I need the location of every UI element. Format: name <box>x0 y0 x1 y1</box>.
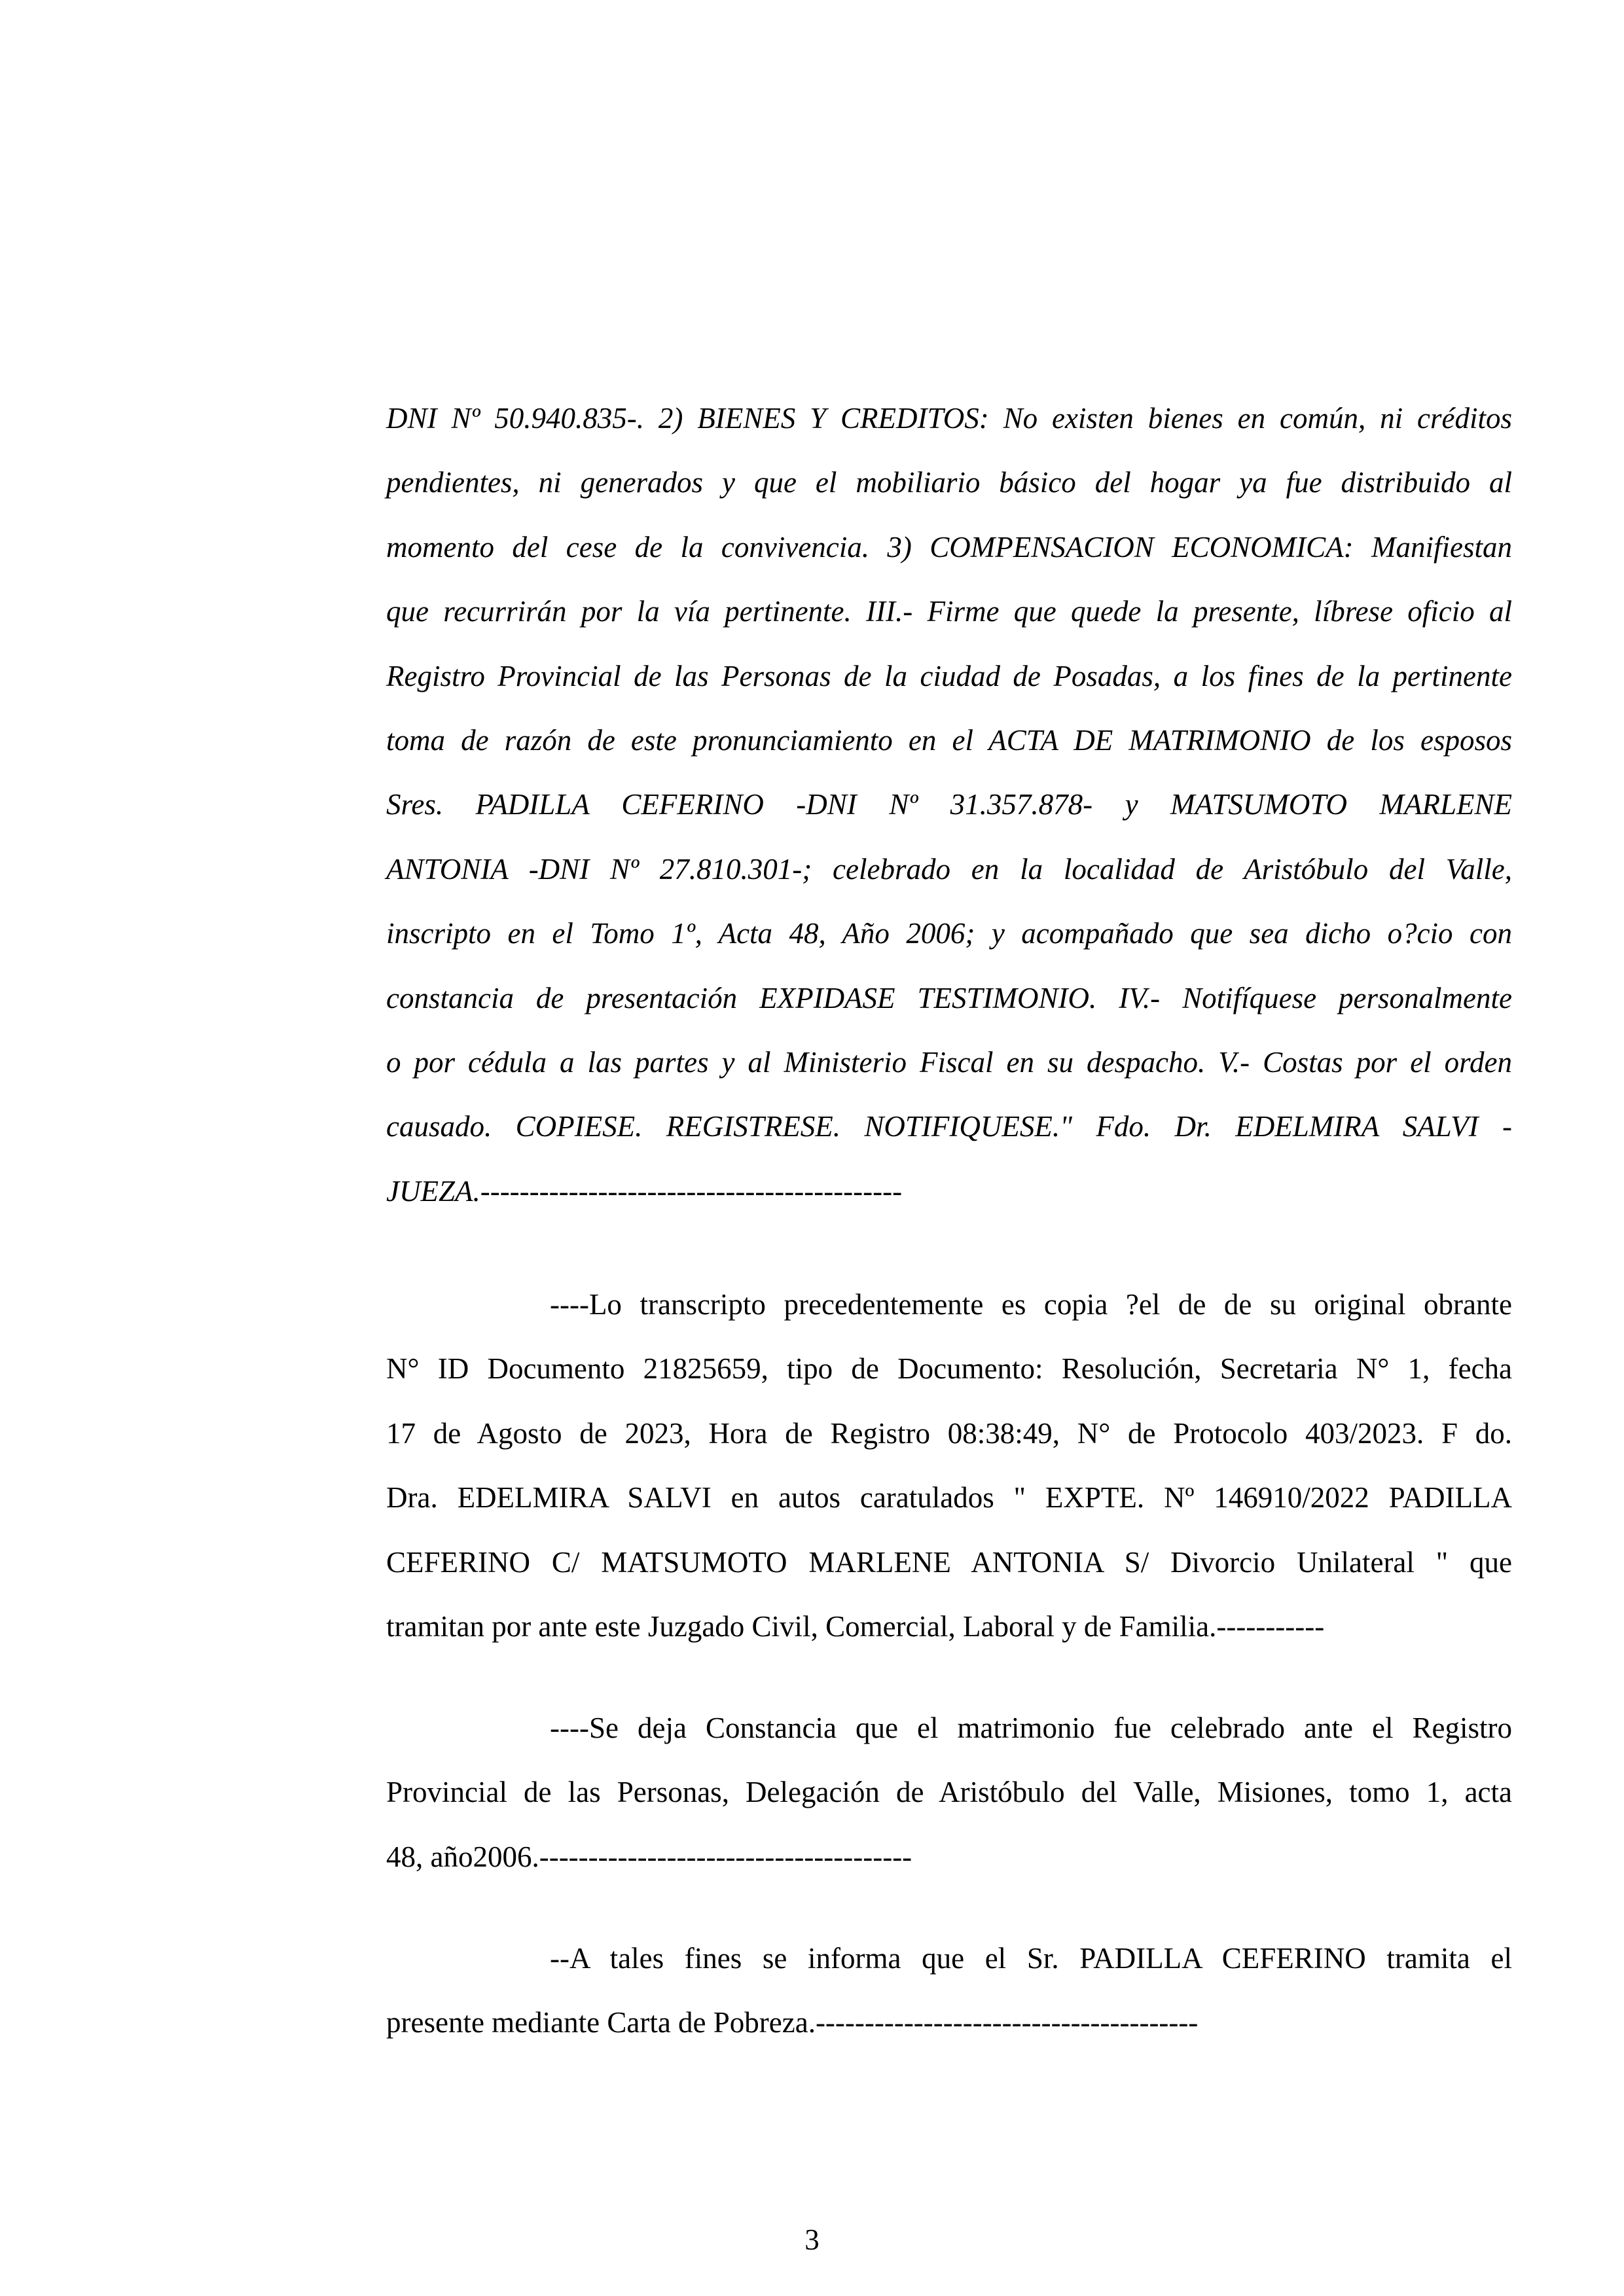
text-line: o por cédula a las partes y al Ministerio Fiscal en su despacho. V.- Costas por el orden <box>386 1045 1512 1079</box>
pobreza-paragraph <box>386 1926 1512 2055</box>
text-line: pendientes, ni generados y que el mobiliario básico del hogar ya fue distribuido al <box>386 466 1512 499</box>
text-line: toma de razón de este pronunciamiento en el ACTA DE MATRIMONIO de los esposos <box>386 723 1512 757</box>
text-line: Sres. PADILLA CEFERINO -DNI Nº 31.357.878- y MATSUMOTO MARLENE <box>386 788 1512 821</box>
text-line: DNI Nº 50.940.835-. 2) BIENES Y CREDITOS: No existen bienes en común, ni créditos <box>386 402 1512 435</box>
text-line: N° ID Documento 21825659, tipo de Documento: Resolución, Secretaria N° 1, fecha <box>386 1352 1512 1386</box>
text-line: 17 de Agosto de 2023, Hora de Registro 08:38:49, N° de Protocolo 403/2023. F do. <box>386 1416 1512 1450</box>
text-line: presente mediante Carta de Pobreza.--------------------------------------- <box>386 2006 1199 2039</box>
text-line: causado. COPIESE. REGISTRESE. NOTIFIQUESE." Fdo. Dr. EDELMIRA SALVI - <box>386 1110 1512 1143</box>
text-line: JUEZA.------------------------------------------- <box>386 1174 903 1208</box>
text-line: ----Lo transcripto precedentemente es copia ?el de de su original obrante <box>550 1288 1512 1321</box>
text-line: ANTONIA -DNI Nº 27.810.301-; celebrado en la localidad de Aristóbulo del Valle, <box>386 852 1512 886</box>
text-line: 48, año2006.-------------------------------------- <box>386 1840 912 1873</box>
text-line: tramitan por ante este Juzgado Civil, Comercial, Laboral y de Familia.----------- <box>386 1609 1325 1643</box>
text-line: CEFERINO C/ MATSUMOTO MARLENE ANTONIA S/ Divorcio Unilateral " que <box>386 1545 1512 1579</box>
text-line: Dra. EDELMIRA SALVI en autos caratulados " EXPTE. Nº 146910/2022 PADILLA <box>386 1481 1512 1515</box>
constancia-paragraph <box>386 1696 1512 1889</box>
text-line: que recurrirán por la vía pertinente. III.- Firme que quede la presente, líbrese oficio al <box>386 595 1512 628</box>
text-line: constancia de presentación EXPIDASE TESTIMONIO. IV.- Notifíquese personalmente <box>386 981 1512 1014</box>
text-line: momento del cese de la convivencia. 3) COMPENSACION ECONOMICA: Manifiestan <box>386 530 1512 564</box>
text-line: ----Se deja Constancia que el matrimonio fue celebrado ante el Registro <box>550 1712 1512 1744</box>
text-line: Registro Provincial de las Personas de la ciudad de Posadas, a los fines de la pertinente <box>386 659 1512 692</box>
resolution-paragraph <box>386 386 1512 1223</box>
text-line: inscripto en el Tomo 1º, Acta 48, Año 2006; y acompañado que sea dicho o?cio con <box>386 917 1512 950</box>
page-number: 3 <box>804 2223 820 2256</box>
text-line: --A tales fines se informa que el Sr. PADILLA CEFERINO tramita el <box>550 1942 1512 1975</box>
transcript-paragraph <box>386 1272 1512 1659</box>
text-line: Provincial de las Personas, Delegación de Aristóbulo del Valle, Misiones, tomo 1, acta <box>386 1776 1512 1809</box>
